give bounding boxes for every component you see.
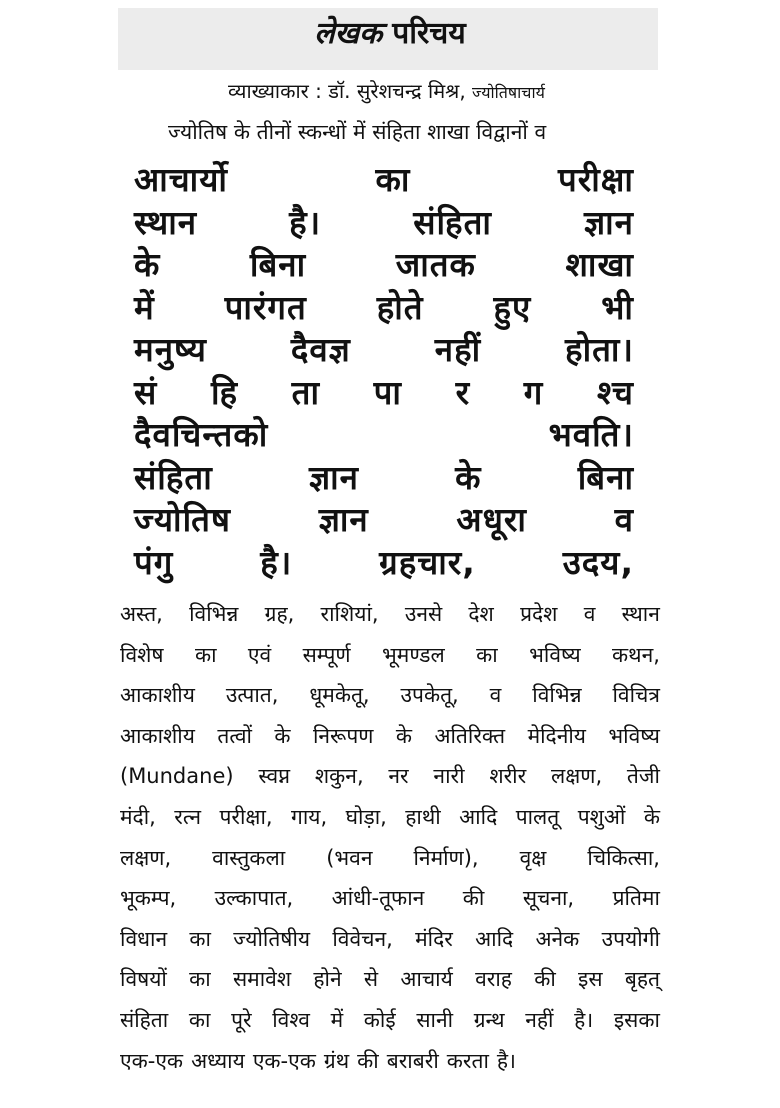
word: हाथी (405, 804, 441, 829)
word: श्च (596, 372, 634, 412)
word: पूरे (231, 1007, 252, 1032)
word: शाखा (565, 245, 634, 284)
word: सं (134, 372, 158, 412)
large-text-line (134, 413, 634, 457)
word: आदि (459, 804, 498, 829)
word: नर (388, 764, 409, 789)
word: दैवचिन्तको (134, 415, 269, 454)
word: हि (210, 372, 239, 412)
word: पा (373, 372, 402, 412)
word: उनसे (404, 602, 443, 626)
word: के (643, 804, 660, 829)
word: में (330, 1007, 344, 1032)
word: पालतू (515, 804, 560, 829)
text-line (120, 919, 660, 960)
word: है। (260, 542, 293, 582)
word: आचार्यो (134, 160, 228, 199)
word: अनेक (535, 926, 580, 951)
word: लक्षण, (120, 845, 172, 870)
word: ज्योतिष (134, 500, 231, 539)
word: आकाशीय (120, 723, 195, 748)
word: ग्रन्थ (473, 1007, 505, 1032)
word: मेदिनीय (527, 723, 586, 748)
word: शरीर (489, 764, 527, 789)
text-line (120, 1000, 660, 1041)
word: भूमण्डल (382, 642, 445, 667)
word: के (395, 723, 413, 748)
word: प्रदेश (520, 602, 558, 626)
word: शकुन, (314, 764, 364, 789)
word: व (489, 683, 502, 708)
word: नहीं (525, 1007, 554, 1032)
large-text-line (134, 541, 634, 585)
word: कथन, (612, 642, 660, 667)
word: व (614, 500, 634, 539)
word: होने (313, 967, 342, 992)
word: ग्रंथ (323, 1048, 350, 1073)
word: वराह (475, 967, 512, 992)
word: करता (446, 1048, 489, 1073)
word: विचित्र (612, 683, 660, 708)
word: का (189, 967, 211, 992)
word: ग (523, 372, 544, 412)
word: अध्याय (191, 1048, 245, 1073)
word: देश (468, 602, 494, 626)
large-text-line (134, 456, 634, 500)
word: उल्कापात, (214, 886, 294, 911)
word: विश्व (272, 1007, 310, 1032)
word: का (476, 642, 498, 667)
word: संहिता (120, 1007, 169, 1032)
word: लक्षण, (550, 764, 603, 789)
word: मंदी, (120, 804, 156, 829)
author-title: ज्योतिषाचार्य (472, 83, 545, 102)
title-word: परिचय (392, 16, 466, 51)
word: भवति। (548, 415, 634, 454)
word: भविष्य (608, 723, 660, 748)
word: है। (574, 1007, 594, 1032)
word: का (194, 642, 217, 667)
word: में (134, 287, 155, 327)
word: मंदिर (415, 926, 453, 951)
word: का (189, 926, 211, 951)
word: एक-एक (120, 1048, 184, 1073)
text-line (120, 635, 660, 676)
word: वृक्ष (519, 845, 547, 870)
word: ज्योतिषीय (233, 926, 311, 951)
text-line (120, 878, 660, 919)
word: होते (376, 287, 424, 327)
word: विभिन्न (189, 602, 239, 626)
word: (Mundane) (120, 764, 234, 789)
word: आकाशीय (120, 683, 195, 708)
word: की (357, 1048, 379, 1073)
word: हुए (493, 287, 532, 327)
word: पारंगत (224, 287, 307, 327)
large-text-line (134, 328, 634, 372)
word: सानी (416, 1007, 454, 1032)
word: एवं (247, 642, 272, 667)
word: उत्पात, (225, 683, 279, 708)
word: आदि (475, 926, 514, 951)
text-line (120, 716, 660, 757)
word: बिना (249, 245, 307, 284)
word: ता (291, 372, 321, 412)
word: सूचना, (522, 886, 575, 911)
word: रत्न (174, 804, 201, 829)
word: तत्वों (217, 723, 252, 748)
word: बिना (577, 457, 634, 497)
word: निर्माण), (413, 845, 479, 870)
word: से (363, 967, 379, 992)
word: उपकेतू, (400, 683, 459, 708)
word: विवेचन, (332, 926, 393, 951)
word: बृहत् (624, 967, 660, 992)
word: होता। (565, 330, 634, 369)
word: परीक्षा, (219, 804, 273, 829)
word: विधान (120, 926, 168, 951)
word: अधूरा (456, 500, 527, 539)
word: उदय, (562, 542, 634, 582)
word: भविष्य (529, 642, 581, 667)
word: मनुष्य (134, 330, 207, 369)
word: स्थान (134, 202, 198, 242)
word: पशुओं (577, 804, 626, 829)
text-line (120, 756, 660, 797)
word: परीक्षा (557, 160, 634, 199)
word: राशियां, (320, 602, 379, 626)
word: के (455, 457, 482, 497)
text-line (120, 594, 660, 635)
word: की (534, 967, 556, 992)
word: की (462, 886, 485, 911)
word: बराबरी (386, 1048, 439, 1073)
word: ज्ञान (308, 457, 359, 497)
word: वास्तुकला (212, 845, 286, 870)
word: विशेष (120, 642, 164, 667)
word: भूकम्प, (120, 886, 177, 911)
word: नारी (433, 764, 465, 789)
large-text-line (134, 158, 634, 202)
word: ज्ञान (318, 500, 369, 539)
word: निरूपण (312, 723, 374, 748)
word: व (583, 602, 596, 626)
text-line (120, 797, 660, 838)
page-title (0, 14, 780, 54)
word: ज्ञान (583, 202, 634, 242)
word: आचार्य (400, 967, 453, 992)
word: इसका (613, 1007, 660, 1032)
word: स्थान (621, 602, 660, 626)
large-text-line (134, 201, 634, 245)
word: सम्पूर्ण (302, 642, 351, 667)
word: संहिता (413, 202, 492, 242)
word: धूमकेतू, (309, 683, 370, 708)
word: तेजी (626, 764, 660, 789)
text-line (120, 959, 660, 1000)
text-line (120, 1041, 660, 1082)
word: गाय, (291, 804, 328, 829)
word: विभिन्न (532, 683, 582, 708)
title-word: लेखक (314, 16, 383, 51)
word: के (134, 245, 161, 284)
body-paragraph (120, 594, 660, 1081)
word: नहीं (434, 330, 482, 369)
word: अस्त, (120, 602, 163, 626)
word: आंधी-तूफान (331, 886, 425, 911)
word: भी (601, 287, 634, 327)
word: है। (289, 202, 322, 242)
word: संहिता (134, 457, 213, 497)
word: ग्रह, (264, 602, 295, 626)
text-line (120, 838, 660, 879)
word: कोई (363, 1007, 396, 1032)
word: का (188, 1007, 211, 1032)
author-name: व्याख्याकार : डॉ. सुरेशचन्द्र मिश्र, (228, 79, 466, 103)
word: के (274, 723, 291, 748)
word: विषयों (120, 967, 167, 992)
intro-line: ज्योतिष के तीनों स्कन्धों में संहिता शाखा विद्वानों व (168, 120, 547, 144)
word: का (375, 160, 411, 199)
word: समावेश (232, 967, 292, 992)
word: (भवन (326, 845, 373, 870)
word: है। (496, 1048, 517, 1073)
word: ग्रहचार, (379, 542, 476, 582)
large-text-line (134, 243, 634, 287)
word: पंगु (134, 542, 174, 582)
word: प्रतिमा (612, 886, 660, 911)
word: घोड़ा, (345, 804, 387, 829)
large-text-line (134, 498, 634, 542)
large-text-line (134, 371, 634, 415)
text-line (120, 675, 660, 716)
word: चिकित्सा, (587, 845, 660, 870)
large-text-line (134, 286, 634, 330)
word: जातक (395, 245, 476, 284)
word: स्वप्न (258, 764, 291, 789)
word: र (455, 372, 471, 412)
word: एक-एक (252, 1048, 316, 1073)
word: दैवज्ञ (290, 330, 351, 369)
word: इस (578, 967, 603, 992)
author-line (228, 76, 658, 108)
word: अतिरिक्त (434, 723, 506, 748)
word: उपयोगी (601, 926, 660, 951)
